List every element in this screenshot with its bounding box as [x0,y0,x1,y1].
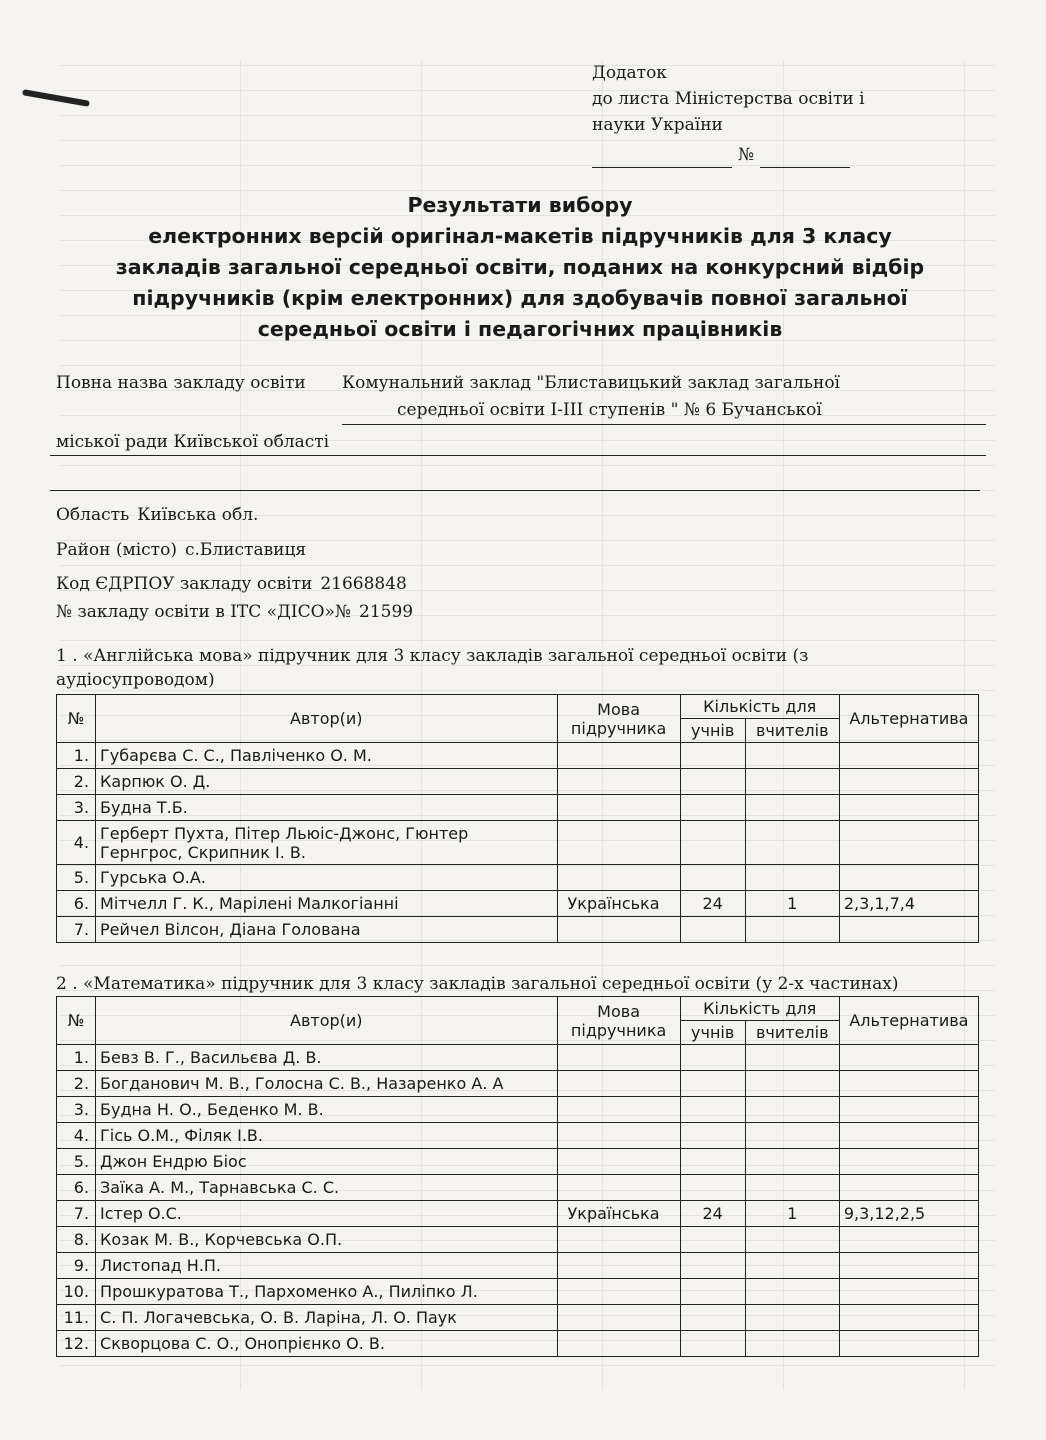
row-number: 4. [57,821,96,865]
row-authors: Джон Ендрю Біос [96,1149,558,1175]
row-students [680,769,745,795]
row-authors: Козак М. В., Корчевська О.П. [96,1227,558,1253]
row-teachers [745,769,839,795]
title-line3: закладів загальної середньої освіти, поданих на конкурсний відбір [115,255,925,279]
row-authors: Істер О.С. [96,1201,558,1227]
row-language [557,1149,680,1175]
row-alternative [839,1227,978,1253]
row-authors: Прошкуратова Т., Пархоменко А., Пиліпко Л. [96,1279,558,1305]
row-language [557,1305,680,1331]
date-blank [592,149,732,168]
row-students [680,1149,745,1175]
row-students [680,1279,745,1305]
table-row [57,769,979,795]
row-number: 10. [57,1279,96,1305]
row-students [680,821,745,865]
table-row [57,891,979,917]
row-language [557,1123,680,1149]
row-language [557,865,680,891]
row-language: Українська [557,891,680,917]
row-alternative [839,1071,978,1097]
title-line1: Результати вибору [407,193,633,217]
header-num: № [57,997,96,1045]
district-field [56,540,306,560]
row-alternative [839,1149,978,1175]
row-teachers [745,917,839,943]
table-row [57,1279,979,1305]
row-language [557,795,680,821]
row-alternative [839,865,978,891]
header-students: учнів [680,719,745,743]
row-students [680,1071,745,1097]
header-language [557,695,680,743]
row-students [680,1331,745,1357]
number-blank [760,149,850,168]
row-teachers [745,1071,839,1097]
table-row [57,1175,979,1201]
row-language [557,1253,680,1279]
row-number: 5. [57,865,96,891]
row-authors: Бевз В. Г., Васильєва Д. В. [96,1045,558,1071]
row-number: 7. [57,917,96,943]
row-teachers [745,865,839,891]
number-sign: № [738,145,755,165]
row-teachers [745,743,839,769]
row-number: 8. [57,1227,96,1253]
row-number: 3. [57,1097,96,1123]
table-row [57,1305,979,1331]
district-value: с.Блиставиця [184,540,307,560]
row-number: 1. [57,743,96,769]
row-students: 24 [680,891,745,917]
row-alternative [839,769,978,795]
row-number: 2. [57,1071,96,1097]
row-authors: Заїка А. М., Тарнавська С. С. [96,1175,558,1201]
row-authors: Скворцова С. О., Онопрієнко О. В. [96,1331,558,1357]
row-number: 6. [57,1175,96,1201]
row-number: 2. [57,769,96,795]
row-language [557,1045,680,1071]
school-name-part2: середньої освіти І-ІІІ ступенів " № 6 Бучанської [342,397,986,425]
row-alternative [839,1045,978,1071]
row-authors: Мітчелл Г. К., Марілені Малкогіанні [96,891,558,917]
row-students [680,1175,745,1201]
row-students [680,1097,745,1123]
header-language-line2: підручника [570,718,667,738]
row-students [680,795,745,821]
row-students [680,865,745,891]
row-language [557,1175,680,1201]
row-teachers [745,1253,839,1279]
its-value: 21599 [359,602,414,622]
header-quantity: Кількість для [680,997,839,1021]
row-students [680,1227,745,1253]
row-alternative [839,1175,978,1201]
row-teachers [745,1175,839,1201]
header-teachers: вчителів [745,1021,839,1045]
row-authors: Рейчел Вілсон, Діана Голована [96,917,558,943]
row-language [557,1227,680,1253]
header-students: учнів [680,1021,745,1045]
row-teachers: 1 [745,1201,839,1227]
row-alternative [839,795,978,821]
row-teachers [745,1097,839,1123]
row-alternative [839,1331,978,1357]
row-students [680,1305,745,1331]
header-alternative: Альтернатива [839,695,978,743]
school-name-part3: міської ради Київської області [50,432,986,456]
row-teachers [745,1305,839,1331]
document-title [60,190,980,345]
row-alternative: 9,3,12,2,5 [839,1201,978,1227]
row-number: 12. [57,1331,96,1357]
table-row [57,917,979,943]
row-language [557,917,680,943]
title-line2: електронних версій оригінал-макетів підручників для 3 класу [148,224,892,248]
row-teachers [745,1279,839,1305]
addendum-block [592,60,972,168]
addendum-line3: науки України [592,115,723,135]
header-quantity: Кількість для [680,695,839,719]
its-label: № закладу освіти в ІТС «ДІСО»№ [56,602,352,622]
section2-title: 2 . «Математика» підручник для 3 класу закладів загальної середньої освіти (у 2-х частинах) [56,974,899,994]
region-label: Область [56,505,130,525]
school-full-name [56,370,986,425]
addendum-line2: до листа Міністерства освіти і [592,89,865,109]
addendum-line1: Додаток [592,63,667,83]
row-alternative [839,1253,978,1279]
row-students [680,1045,745,1071]
row-language [557,821,680,865]
row-students [680,1123,745,1149]
header-language-line1: Мова [597,699,640,719]
row-number: 7. [57,1201,96,1227]
header-authors: Автор(и) [96,695,558,743]
row-language: Українська [557,1201,680,1227]
row-students [680,1253,745,1279]
row-teachers [745,1149,839,1175]
header-language [557,997,680,1045]
pen-mark [22,89,90,107]
row-authors: Гісь О.М., Філяк І.В. [96,1123,558,1149]
row-teachers [745,1227,839,1253]
table-row [57,1201,979,1227]
title-line5: середньої освіти і педагогічних працівників [257,317,783,341]
row-alternative [839,917,978,943]
table-row [57,1149,979,1175]
row-number: 4. [57,1123,96,1149]
row-language [557,743,680,769]
row-number: 3. [57,795,96,821]
header-language-line2: підручника [570,1020,667,1040]
row-teachers [745,821,839,865]
row-authors: Карпюк О. Д. [96,769,558,795]
header-language-line1: Мова [597,1001,640,1021]
district-label: Район (місто) [56,540,177,560]
row-authors: Губарєва С. С., Павліченко О. М. [96,743,558,769]
row-alternative [839,1279,978,1305]
row-authors: С. П. Логачевська, О. В. Ларіна, Л. О. Паук [96,1305,558,1331]
row-language [557,1331,680,1357]
row-authors: Герберт Пухта, Пітер Льюіс-Джонс, Гюнтер Гернгрос, Скрипник І. В. [96,821,558,865]
section1-title-line1: 1 . «Англійська мова» підручник для 3 класу закладів загальної середньої освіти (з [56,646,809,666]
row-alternative [839,1097,978,1123]
row-number: 1. [57,1045,96,1071]
row-authors: Гурська О.А. [96,865,558,891]
row-language [557,769,680,795]
row-number: 11. [57,1305,96,1331]
math-textbooks-table [56,996,979,1357]
section1-title [56,644,966,692]
header-alternative: Альтернатива [839,997,978,1045]
row-teachers [745,1331,839,1357]
table-row [57,1123,979,1149]
row-alternative [839,1305,978,1331]
edrpou-field [56,574,407,594]
row-teachers [745,795,839,821]
region-value: Київська обл. [137,505,259,525]
table-row [57,743,979,769]
row-teachers: 1 [745,891,839,917]
row-authors: Будна Т.Б. [96,795,558,821]
row-teachers [745,1123,839,1149]
row-language [557,1097,680,1123]
row-alternative [839,743,978,769]
table-row [57,1045,979,1071]
row-authors: Листопад Н.П. [96,1253,558,1279]
table-row [57,1253,979,1279]
blank-rule [50,490,980,491]
edrpou-value: 21668848 [320,574,407,594]
row-students [680,917,745,943]
row-language [557,1071,680,1097]
row-authors: Будна Н. О., Беденко М. В. [96,1097,558,1123]
table-row [57,865,979,891]
header-authors: Автор(и) [96,997,558,1045]
row-number: 6. [57,891,96,917]
row-language [557,1279,680,1305]
table-row [57,821,979,865]
table-row [57,1071,979,1097]
row-students [680,743,745,769]
its-field [56,602,413,622]
row-authors: Богданович М. В., Голосна С. В., Назаренко А. А [96,1071,558,1097]
table-row [57,795,979,821]
edrpou-label: Код ЄДРПОУ закладу освіти [56,574,313,594]
title-line4: підручників (крім електронних) для здобувачів повної загальної [132,286,908,310]
section1-title-line2: аудіосупроводом) [56,670,215,690]
row-teachers [745,1045,839,1071]
row-alternative [839,1123,978,1149]
header-teachers: вчителів [745,719,839,743]
region-field [56,505,258,525]
school-name-label: Повна назва закладу освіти [56,373,306,393]
row-students: 24 [680,1201,745,1227]
table-row [57,1331,979,1357]
row-number: 5. [57,1149,96,1175]
school-name-part1: Комунальний заклад "Блиставицький заклад загальної [342,373,840,393]
table-row [57,1227,979,1253]
row-number: 9. [57,1253,96,1279]
table-row [57,1097,979,1123]
row-alternative: 2,3,1,7,4 [839,891,978,917]
english-textbooks-table [56,694,979,943]
row-alternative [839,821,978,865]
registration-line [592,142,972,168]
header-num: № [57,695,96,743]
